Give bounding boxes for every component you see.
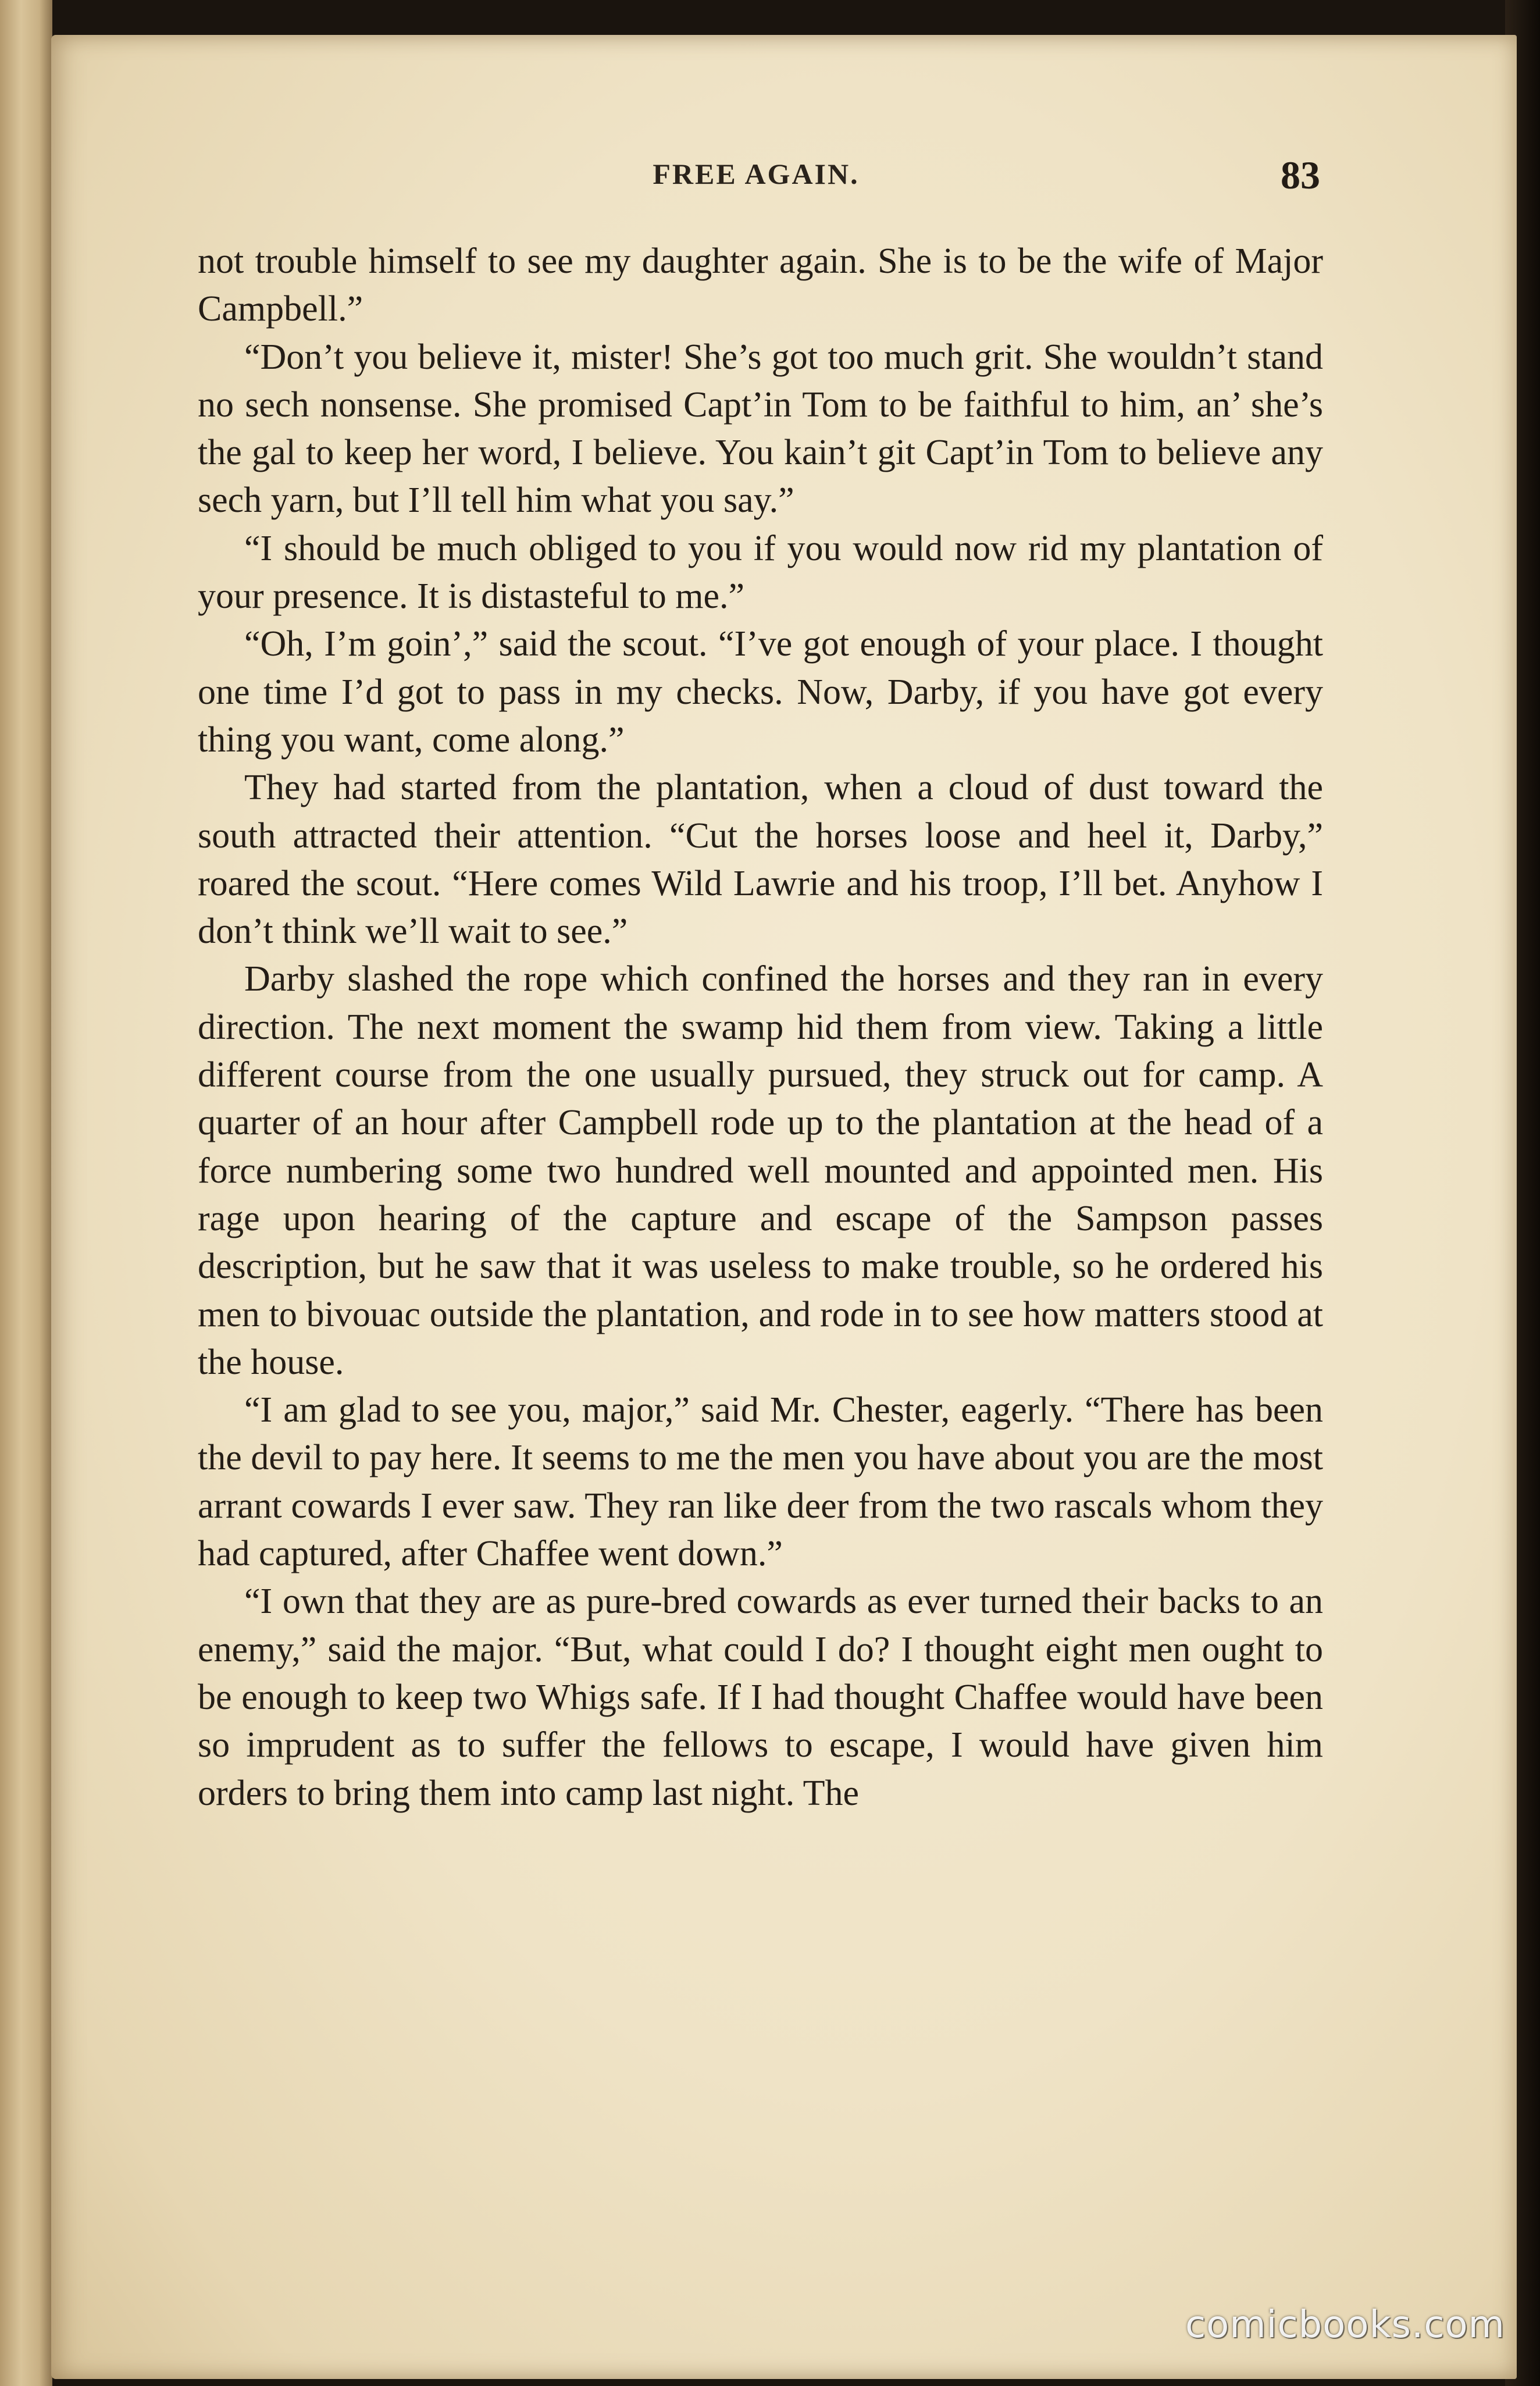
paragraph-8: “I own that they are as pure-bred cowards as ever turned their backs to an enemy,” said the major. “But, what could I do? I thought eight men ought to be enough to keep two Whigs safe. If I had thought Chaffee would have been so imprudent as to suffer the fellows to escape, I would have given him orders to bring them into camp last night. The	[198, 1582, 1323, 1813]
paragraph-2: “Don’t you believe it, mister! She’s got too much grit. She wouldn’t stand no sech nonsense. She promised Capt’in Tom to be faithful to him, an’ she’s the gal to keep her word, I believe. You kain’t git Capt’in Tom to believe any sech yarn, but I’ll tell him what you say.”	[198, 337, 1323, 521]
paragraph-1: not trouble himself to see my daughter again. She is to be the wife of Major Campbell.”	[198, 241, 1323, 329]
paragraph-6: Darby slashed the rope which confined the horses and they ran in every direction. The next moment the swamp hid them from view. Taking a little different course from the one usually pursued, they struck out for camp. A quarter of an hour after Campbell rode up to the plantation at the head of a force numbering some two hundred well mounted and appointed men. His rage upon hearing of the capture and escape of the Sampson passes description, but he saw that it was useless to make trouble, so he ordered his men to bivouac outside the plantation, and rode in to see how matters stood at the house.	[198, 959, 1323, 1382]
page-header	[192, 152, 1320, 205]
paragraph-3: “I should be much obliged to you if you would now rid my plantation of your presence. It is distasteful to me.”	[198, 528, 1323, 617]
site-watermark: comicbooks.com	[1185, 2303, 1505, 2346]
page-number: 83	[1281, 153, 1320, 197]
paragraph-7: “I am glad to see you, major,” said Mr. Chester, eagerly. “There has been the devil to pay here. It seems to me the men you have about you are the most arrant cowards I ever saw. They ran like deer from the two rascals whom they had captured, after Chaffee went down.”	[198, 1390, 1323, 1574]
paragraph-5: They had started from the plantation, when a cloud of dust toward the south attracted their attention. “Cut the horses loose and heel it, Darby,” roared the scout. “Here comes Wild Lawrie and his troop, I’ll bet. Anyhow I don’t think we’ll wait to see.”	[198, 768, 1323, 952]
body-text	[198, 237, 1323, 1817]
running-head: FREE AGAIN.	[653, 158, 860, 190]
paragraph-4: “Oh, I’m goin’,” said the scout. “I’ve got enough of your place. I thought one time I’d got to pass in my checks. Now, Darby, if you have got every thing you want, come along.”	[198, 624, 1323, 760]
book-left-edge	[0, 0, 52, 2386]
